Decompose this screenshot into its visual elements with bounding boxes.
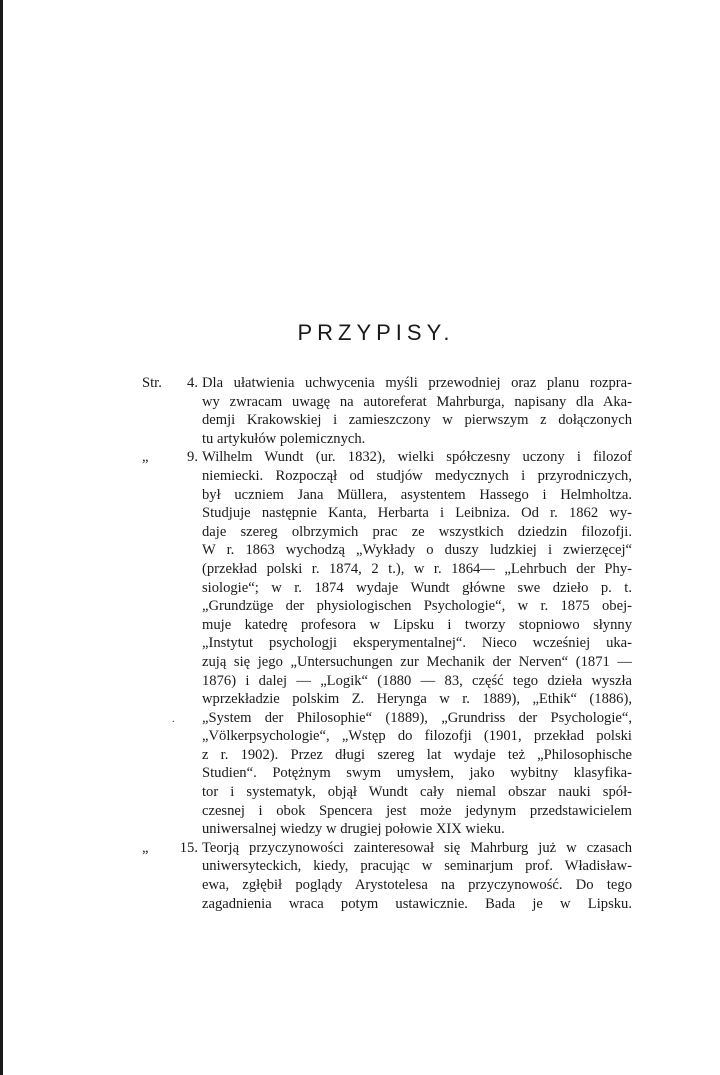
note-line: demji Krakowskiej i zamieszczony w pierwszym z dołączonych [202,412,632,429]
note-prefix: „ [142,449,149,466]
print-speck: . [172,714,175,725]
note-line: czesnej i obok Spencera jest może jedynym przedstawicielem [202,802,632,819]
note-line: niemiecki. Rozpoczął od studjów medycznych i przyrodniczych, [202,467,632,484]
note-line: siologie“; w r. 1874 wydaje Wundt główne swe dzieło p. t. [202,579,632,596]
page-edge-shadow [0,0,3,1075]
note-text [142,374,632,448]
note-prefix: Str. [142,375,162,391]
note-line: ewa, zgłębił poglądy Arystotelesa na przyczynowość. Do tego [202,877,632,894]
note-line: 1876) i dalej — „Logik“ (1880 — 83, część tego dzieła wyszła [202,672,632,689]
note-line: zagadnienia wraca potym ustawicznie. Bada je w Lipsku. [202,895,632,912]
note-line: Teorją przyczynowości zainteresował się Mahrburg już w czasach [202,839,632,856]
note-line: tu artykułów polemicznych. [202,430,366,447]
page-title: PRZYPISY. [297,319,455,345]
note-line: „Grundzüge der physiologischen Psychologie“, w r. 1875 obej- [202,598,632,615]
note-line: z r. 1902). Przez długi szereg lat wydaje też „Philosophische [202,746,632,763]
footnotes-list [142,374,632,913]
note-line: (przekład polski r. 1874, 2 t.), w r. 1864— „Lehrbuch der Phy- [202,560,632,577]
note-page-4 [142,374,632,448]
note-text [142,839,632,913]
note-line: W r. 1863 wychodzą „Wykłady o duszy ludzkiej i zwierzęcej“ [202,542,632,559]
note-page-9 [142,448,632,838]
note-line: „Völkerpsychologie“, „Wstęp do filozofji (1901, przekład polski [202,728,632,745]
note-line: Studjuje następnie Kanta, Herbarta i Leibniza. Od r. 1862 wy- [202,505,632,522]
note-line: wy zwracam uwagę na autoreferat Mahrburga, napisany dla Aka- [202,393,632,410]
note-line: Studien“. Potężnym swym umysłem, jako wybitny klasyfika- [202,765,632,782]
note-line: uniwersyteckich, kiedy, pracując w seminarjum prof. Władisław- [202,858,632,875]
note-line: „System der Philosophie“ (1889), „Grundriss der Psychologie“, [202,709,632,726]
note-prefix: „ [142,839,149,856]
note-line: Wilhelm Wundt (ur. 1832), wielki spółczesny uczony i filozof [202,449,632,466]
note-page-number: 4. [187,375,198,391]
note-line: wprzekładzie polskim Z. Herynga w r. 1889), „Ethik“ (1886), [202,691,632,708]
note-reference [142,839,198,858]
note-line: zują się jego „Untersuchungen zur Mechanik der Nerven“ (1871 — [202,653,632,670]
note-page-number: 9. [187,449,198,466]
note-line: był uczniem Jana Müllera, asystentem Hassego i Helmholtza. [202,486,632,503]
note-reference [142,448,198,467]
note-line: uniwersalnej wiedzy w drugiej połowie XIX wieku. [202,821,505,838]
note-line: Dla ułatwienia uchwycenia myśli przewodniej oraz planu rozpra- [202,375,632,391]
note-line: „Instytut psychologji eksperymentalnej“. Nieco wcześniej uka- [202,635,632,652]
note-line: daje szereg olbrzymich prac ze wszystkich dziedzin filozofji. [202,523,632,540]
note-line: muje katedrę profesora w Lipsku i tworzy stopniowo słynny [202,616,632,633]
note-text [142,448,632,838]
note-page-15 [142,839,632,913]
note-reference [142,374,198,393]
note-page-number: 15. [179,839,198,856]
note-line: tor i systematyk, objął Wundt cały niemal obszar nauki spół- [202,784,632,801]
